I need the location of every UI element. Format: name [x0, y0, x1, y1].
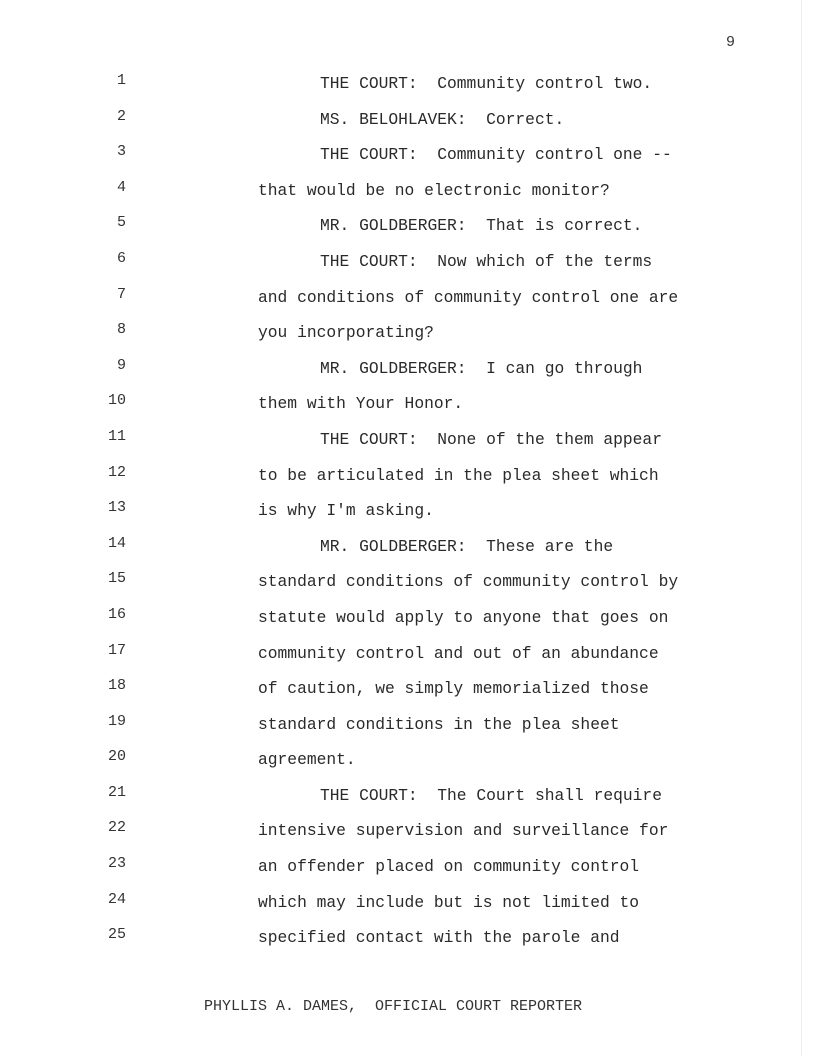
line-text: statute would apply to anyone that goes on [258, 607, 669, 627]
line-number: 15 [107, 570, 126, 588]
page-number: 9 [726, 34, 736, 51]
transcript-line [0, 889, 816, 925]
line-text: you incorporating? [258, 323, 434, 343]
transcript-line [0, 711, 816, 747]
line-number: 13 [107, 499, 126, 517]
line-text: which may include but is not limited to [258, 892, 640, 912]
line-text: THE COURT: None of the them appear [320, 429, 662, 449]
line-text: MR. GOLDBERGER: These are the [320, 536, 614, 556]
transcript-line [0, 319, 816, 355]
transcript-line [0, 248, 816, 284]
transcript-line [0, 390, 816, 426]
line-number: 20 [107, 748, 126, 766]
transcript-line [0, 782, 816, 818]
transcript-line [0, 177, 816, 213]
line-number: 9 [116, 356, 126, 374]
transcript-line [0, 141, 816, 177]
line-text: THE COURT: Now which of the terms [320, 251, 653, 271]
line-number: 7 [116, 285, 126, 303]
line-number: 18 [107, 677, 126, 695]
line-number: 2 [116, 107, 126, 125]
line-number: 23 [107, 855, 126, 873]
line-text: intensive supervision and surveillance for [258, 821, 669, 841]
transcript-line [0, 284, 816, 320]
line-number: 11 [107, 427, 126, 445]
line-number: 3 [116, 143, 126, 161]
transcript-line [0, 640, 816, 676]
line-number: 17 [107, 641, 126, 659]
transcript-line [0, 533, 816, 569]
line-text: THE COURT: The Court shall require [320, 785, 662, 805]
transcript-line [0, 497, 816, 533]
line-text: agreement. [258, 750, 356, 770]
line-text: standard conditions in the plea sheet [258, 714, 620, 734]
line-number: 16 [107, 605, 126, 623]
line-text: and conditions of community control one are [258, 287, 679, 307]
transcript-line [0, 462, 816, 498]
line-number: 24 [107, 890, 126, 908]
transcript-line [0, 746, 816, 782]
transcript-line [0, 604, 816, 640]
transcript-line [0, 853, 816, 889]
line-text: MS. BELOHLAVEK: Correct. [320, 109, 565, 129]
transcript-line [0, 426, 816, 462]
line-text: specified contact with the parole and [258, 928, 620, 948]
transcript-line [0, 568, 816, 604]
line-text: that would be no electronic monitor? [258, 180, 610, 200]
line-number: 19 [107, 712, 126, 730]
line-text: to be articulated in the plea sheet which [258, 465, 659, 485]
transcript-line [0, 70, 816, 106]
line-text: them with Your Honor. [258, 394, 464, 414]
line-number: 1 [116, 72, 126, 89]
transcript-line [0, 212, 816, 248]
transcript-line [0, 817, 816, 853]
line-text: standard conditions of community control by [258, 572, 679, 592]
line-number: 8 [116, 321, 126, 339]
line-text: THE COURT: Community control two. [320, 74, 653, 93]
transcript-line [0, 355, 816, 391]
line-number: 12 [107, 463, 126, 481]
line-text: community control and out of an abundance [258, 643, 659, 663]
transcript-lines [0, 70, 816, 960]
court-reporter-footer: PHYLLIS A. DAMES, OFFICIAL COURT REPORTER [203, 998, 583, 1015]
line-text: MR. GOLDBERGER: I can go through [320, 358, 643, 378]
line-number: 21 [107, 783, 126, 801]
line-number: 6 [116, 249, 126, 267]
line-text: of caution, we simply memorialized those [258, 679, 649, 699]
line-number: 14 [107, 534, 126, 552]
line-number: 5 [116, 214, 126, 232]
line-text: an offender placed on community control [258, 857, 640, 877]
line-number: 4 [116, 178, 126, 196]
line-text: MR. GOLDBERGER: That is correct. [320, 216, 643, 236]
transcript-line [0, 675, 816, 711]
line-number: 22 [107, 819, 126, 837]
transcript-line [0, 106, 816, 142]
line-number: 25 [107, 926, 126, 944]
line-text: THE COURT: Community control one -- [320, 145, 672, 165]
transcript-line [0, 924, 816, 960]
line-text: is why I'm asking. [258, 501, 434, 521]
line-number: 10 [107, 392, 126, 410]
